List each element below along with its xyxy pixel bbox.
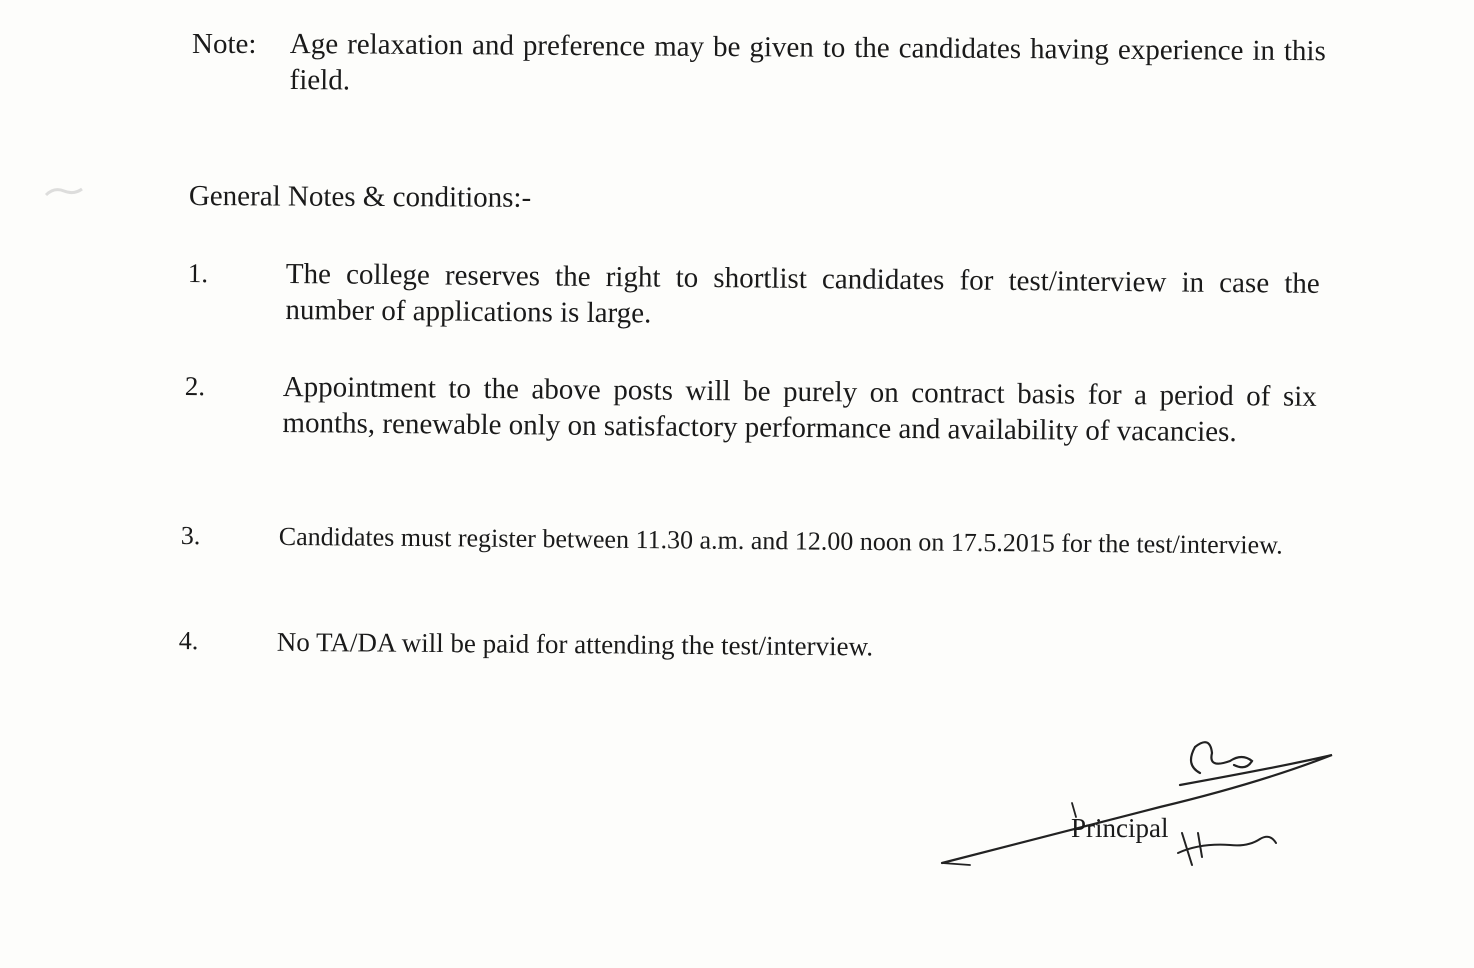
condition-text: No TA/DA will be paid for attending the test/interview. [276,626,874,662]
handwritten-signature [930,725,1350,875]
condition-item [184,368,1317,451]
condition-text: Appointment to the above posts will be purely on contract basis for a period of six months, renewable only on satisfactory performance and availability of vacancies. [282,370,1317,449]
note-text: Age relaxation and preference may be given to the candidates having experience in this field. [289,27,1326,97]
condition-text: Candidates must register between 11.30 a.m. and 12.00 noon on 17.5.2015 for the test/interview. [278,521,1283,560]
condition-text: The college reserves the right to shortlist candidates for test/interview in case the number of applications is large. [285,257,1320,330]
condition-number: 1. [187,257,209,289]
age-relaxation-note [192,26,1326,98]
condition-number: 4. [178,625,199,656]
condition-number: 3. [180,520,201,551]
note-label: Note: [192,28,257,60]
condition-item [181,519,1313,562]
signatory-title: Principal [1071,813,1169,843]
condition-number: 2. [184,370,206,402]
paper-smudge [44,183,84,201]
general-notes-heading: General Notes & conditions:- [188,179,532,214]
condition-item [179,623,1311,668]
condition-item [187,255,1320,338]
